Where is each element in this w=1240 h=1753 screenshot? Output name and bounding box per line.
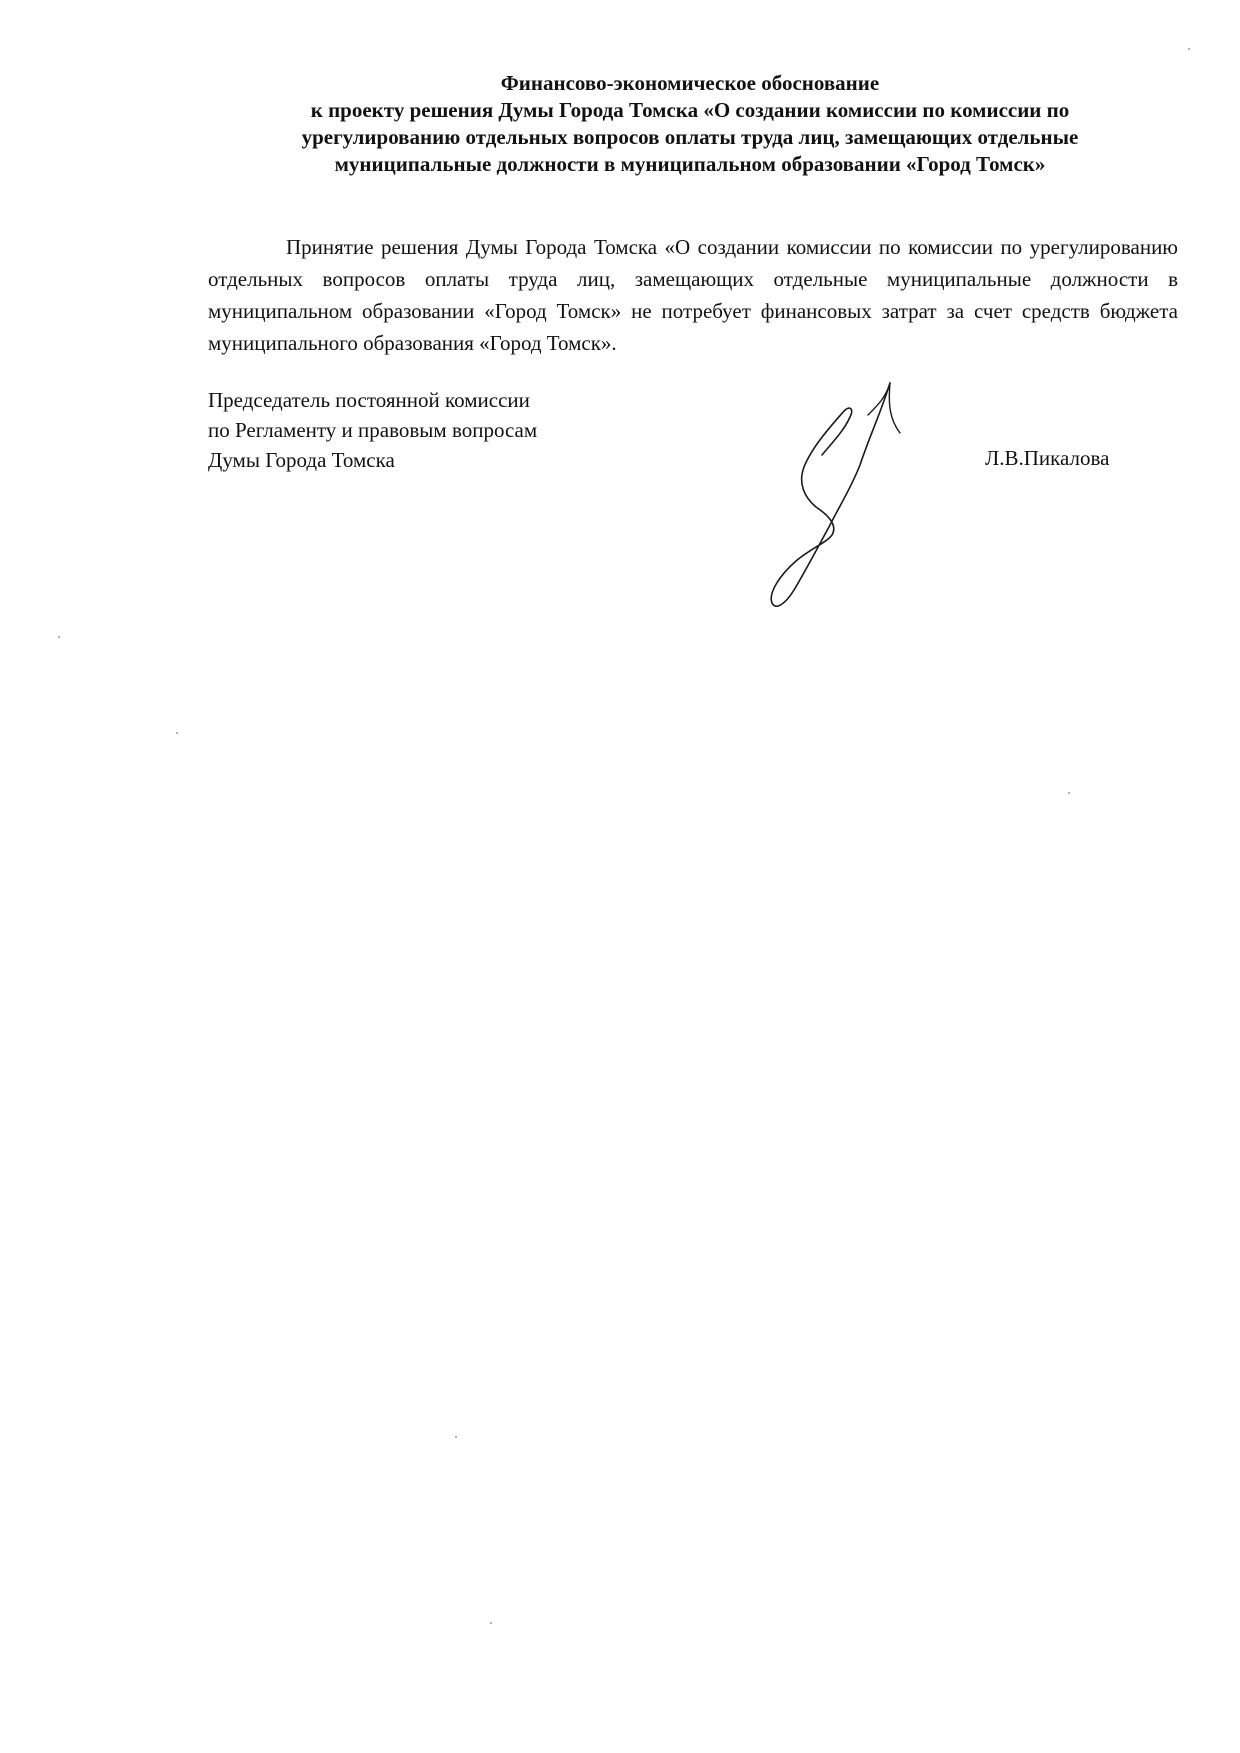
body-paragraph: Принятие решения Думы Города Томска «О создании комиссии по комиссии по урегулированию отдельных вопросов оплаты труда лиц, замещающих отдельные муниципальные должности в муниципальном образовании «Город Томск» не потребует финансовых затрат за счет средств бюджета муниципального образования «Город Томск». [208, 235, 1178, 355]
title-line-1: Финансово-экономическое обоснование [500, 71, 880, 95]
scan-speck [1068, 792, 1070, 794]
document-title [200, 70, 1180, 178]
scan-speck [490, 1622, 492, 1624]
signer-position-line-1: Председатель постоянной комиссии [208, 388, 530, 412]
title-line-2: к проекту решения Думы Города Томска «О создании комиссии по комиссии по [310, 98, 1070, 122]
scan-speck [455, 1436, 457, 1438]
scan-speck [1188, 48, 1190, 50]
signer-position [208, 385, 537, 475]
scan-speck [176, 732, 178, 734]
signer-position-line-2: по Регламенту и правовым вопросам [208, 418, 538, 442]
scan-speck [58, 636, 60, 638]
signature-icon [740, 375, 910, 615]
signer-name: Л.В.Пикалова [985, 446, 1110, 470]
title-line-3: урегулированию отдельных вопросов оплаты труда лиц, замещающих отдельные [301, 125, 1079, 149]
signer-position-line-3: Думы Города Томска [208, 448, 395, 472]
title-line-4: муниципальные должности в муниципальном образовании «Город Томск» [334, 152, 1046, 176]
